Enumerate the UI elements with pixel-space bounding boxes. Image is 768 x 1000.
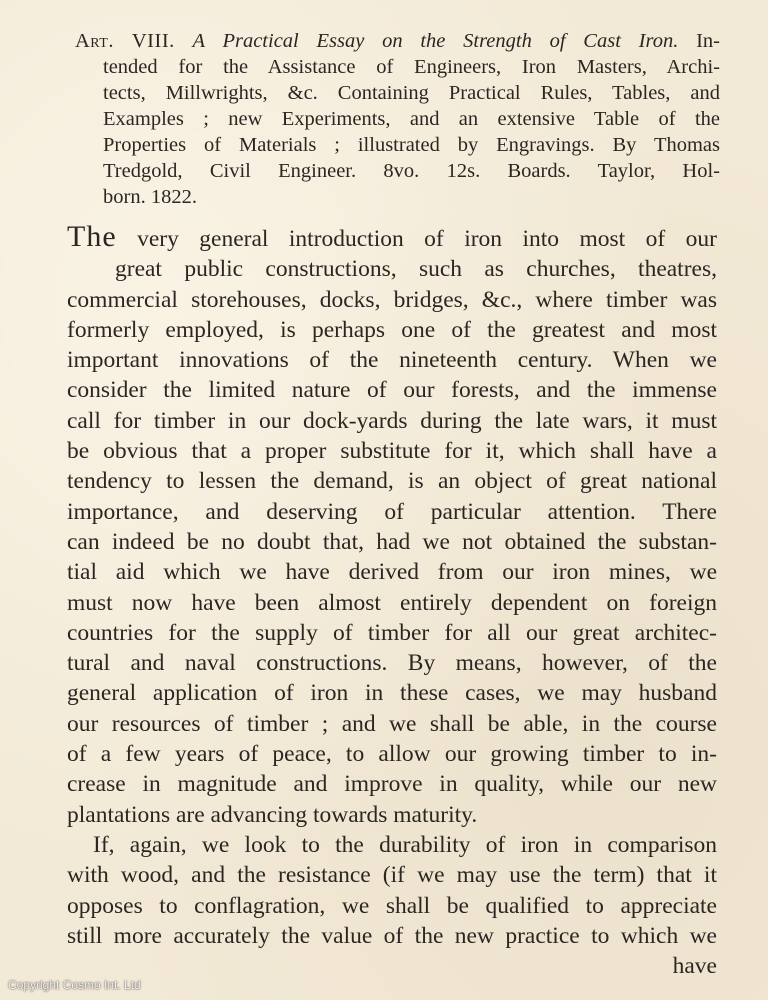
article-body (67, 222, 717, 981)
body-line-9: tendency to lessen the demand, is an object of great national (67, 468, 717, 495)
body-line-6: consider the limited nature of our forests, and the immense (67, 377, 717, 404)
body-line-18: of a few years of peace, to allow our growing timber to in- (67, 741, 717, 768)
body-line-16: general application of iron in these cases, we may husband (67, 680, 717, 707)
body-line-15: tural and naval constructions. By means, however, of the (67, 650, 717, 677)
copyright-watermark: Copyright Cosmo Int. Ltd (8, 978, 141, 992)
header-line-1-tail: In- (696, 30, 721, 52)
body-line-19: crease in magnitude and improve in quality, while our new (67, 771, 717, 798)
body-line-4: formerly employed, is perhaps one of the greatest and most (67, 316, 717, 343)
body-line-21: If, again, we look to the durability of iron in comparison (93, 831, 717, 858)
article-header (75, 28, 720, 210)
body-line-22: with wood, and the resistance (if we may use the term) that it (67, 862, 717, 889)
header-line-2: tended for the Assistance of Engineers, Iron Masters, Archi- (103, 56, 720, 78)
body-line-11: can indeed be no doubt that, had we not obtained the substan- (67, 528, 717, 555)
body-line-10: importance, and deserving of particular attention. There (67, 498, 717, 525)
body-line-7: call for timber in our dock-yards during the late wars, it must (67, 407, 717, 434)
body-line-1 (67, 222, 717, 254)
header-line-1 (75, 28, 720, 54)
body-line-1-rest: very general introduction of iron into most of our (116, 226, 717, 252)
body-line-13: must now have been almost entirely dependent on foreign (67, 589, 717, 616)
body-line-24: still more accurately the value of the new practice to which we (67, 922, 717, 949)
header-line-4: Examples ; new Experiments, and an extensive Table of the (103, 108, 720, 130)
body-line-2: great public constructions, such as churches, theatres, (115, 256, 717, 283)
body-line-12: tial aid which we have derived from our iron mines, we (67, 559, 717, 586)
body-line-5: important innovations of the nineteenth century. When we (67, 347, 717, 374)
drop-cap: The (67, 220, 117, 253)
body-line-17: our resources of timber ; and we shall be able, in the course (67, 710, 717, 737)
header-line-3: tects, Millwrights, &c. Containing Practical Rules, Tables, and (103, 82, 720, 104)
body-line-23: opposes to conflagration, we shall be qualified to appreciate (67, 892, 717, 919)
article-title: A Practical Essay on the Strength of Cast Iron. (192, 30, 679, 52)
body-line-14: countries for the supply of timber for all our great architec- (67, 619, 717, 646)
article-number: Art. VIII. (75, 30, 175, 52)
header-line-6: Tredgold, Civil Engineer. 8vo. 12s. Boards. Taylor, Hol- (103, 160, 720, 182)
body-line-3: commercial storehouses, docks, bridges, &c., where timber was (67, 286, 717, 313)
header-line-7: born. 1822. (103, 186, 197, 208)
catchword: have (672, 953, 717, 980)
body-line-20: plantations are advancing towards maturity. (67, 801, 478, 828)
header-line-5: Properties of Materials ; illustrated by Engravings. By Thomas (103, 134, 720, 156)
body-line-8: be obvious that a proper substitute for it, which shall have a (67, 438, 717, 465)
